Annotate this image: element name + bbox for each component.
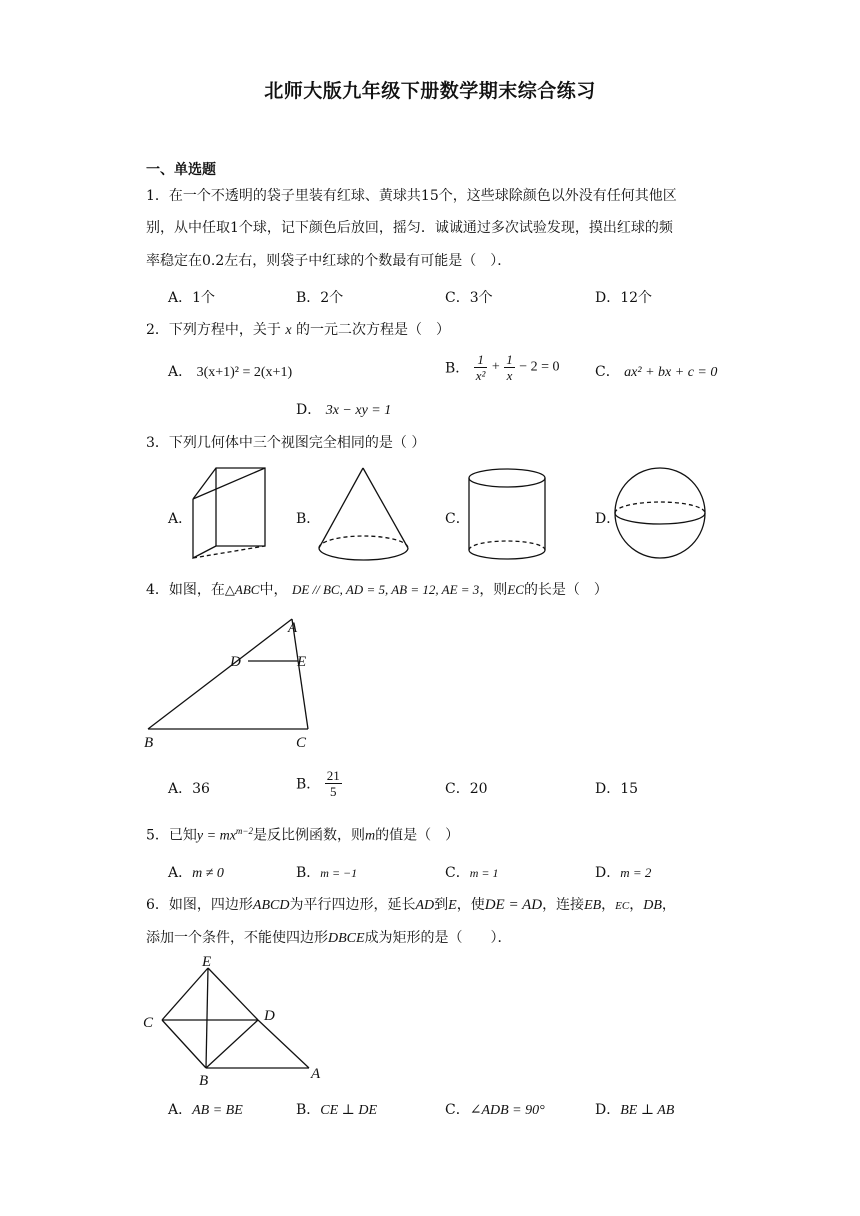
- q6-l1-b: 为平行四边形，延长: [289, 897, 416, 913]
- q4-option-b-label: B．: [296, 776, 321, 793]
- q6-l2-a: 添加一个条件，不能使四边形: [146, 930, 328, 946]
- prism-figure: [186, 466, 276, 566]
- q1-option-a: A．1个: [168, 290, 216, 306]
- quadrilateral-figure: [140, 950, 340, 1090]
- q4-option-a: A．36: [168, 781, 210, 797]
- q6-label-b: B: [199, 1073, 209, 1089]
- q6-l1-ad: AD: [415, 898, 435, 913]
- q6-l1-a: 6．如图，四边形: [146, 897, 253, 913]
- q6-d-expr: BE ⊥ AB: [620, 1103, 675, 1118]
- q5-d-expr: m = 2: [620, 865, 652, 880]
- q6-b-label: B．: [296, 1102, 321, 1118]
- q4-stem-then: ，则: [479, 582, 508, 598]
- q1-option-d: D．12个: [595, 290, 653, 306]
- q2-option-b-frac2: [504, 352, 515, 383]
- q1-line1: 1．在一个不透明的袋子里装有红球、黄球共15个，这些球除颜色以外没有任何其他区: [146, 188, 677, 204]
- q6-l1-e: E: [448, 898, 457, 913]
- q6-option-d: [595, 1099, 674, 1119]
- q6-l1-eb: EB: [584, 898, 602, 913]
- q5-b-label: B．: [296, 865, 321, 881]
- q6-l1-c: 到: [434, 897, 449, 913]
- q2-b-num2: 1: [506, 352, 513, 367]
- q4-stem-conditions: DE // BC, AD = 5, AB = 12, AE = 3: [291, 582, 480, 597]
- q1-line2: 别，从中任取1个球，记下颜色后放回，摇匀．诚诚通过多次试验发现，摸出红球的频: [146, 220, 673, 236]
- q6-c-label: C．: [445, 1102, 470, 1118]
- q4-stem-ec: EC: [507, 582, 524, 597]
- q5-option-a: [168, 862, 224, 882]
- q5-b-expr: m = −1: [320, 866, 358, 880]
- cone-figure: [316, 466, 416, 566]
- q6-l1-db: DB: [643, 898, 662, 913]
- q2-stem-var: x: [285, 323, 292, 338]
- q6-label-a: A: [311, 1066, 321, 1082]
- q4-b-den: 5: [330, 784, 337, 799]
- q5-option-c: [445, 862, 498, 882]
- triangle-abc-figure: [140, 614, 340, 754]
- q4-stem-prefix: 4．如图，在: [146, 582, 225, 598]
- q4-label-e: E: [297, 654, 307, 670]
- q4-label-c: C: [296, 735, 307, 751]
- q3-stem: 3．下列几何体中三个视图完全相同的是（ ）: [146, 435, 426, 451]
- q6-c-expr: ∠ADB = 90°: [469, 1103, 545, 1118]
- q5-c-expr: m = 1: [469, 866, 499, 880]
- q5-option-d: [595, 862, 651, 882]
- q2-stem: [146, 320, 450, 341]
- q4-stem-suffix: 的长是（ ）: [523, 582, 608, 598]
- q5-a-label: A．: [168, 865, 193, 881]
- q6-l2-b: 成为矩形的是（ ）．: [364, 930, 512, 946]
- q6-line1: 6．如图，四边形ABCD为平行四边形，延长AD到E，使DE = AD，连接EB，EC，DB，: [146, 897, 676, 913]
- q5-stem-mid: 是反比例函数，则: [253, 827, 365, 844]
- q4-b-num: 21: [326, 768, 340, 783]
- q6-label-c: C: [143, 1015, 154, 1031]
- q4-label-a: A: [288, 620, 298, 636]
- q2-option-c: [595, 361, 717, 381]
- sphere-figure: [610, 466, 710, 566]
- q2-b-plus: +: [491, 359, 500, 375]
- q6-l1-d: ，使: [456, 897, 485, 913]
- q6-option-a: [168, 1099, 243, 1119]
- q2-stem-prefix: 2．下列方程中，关于: [146, 322, 281, 338]
- q4-stem-mid: 中，: [259, 582, 288, 598]
- q5-stem-prefix: 5．已知: [146, 827, 197, 844]
- q5-d-label: D．: [595, 865, 621, 881]
- q6-line2: [146, 928, 512, 949]
- q5-stem-m: m: [365, 828, 376, 844]
- q6-option-c: [445, 1099, 545, 1119]
- q6-l1-eq: DE = AD: [484, 897, 543, 913]
- q3-option-c: C．: [445, 511, 470, 527]
- q5-a-expr: m ≠ 0: [192, 866, 224, 881]
- q4-stem: [146, 580, 608, 600]
- q2-b-den2: x: [506, 368, 513, 383]
- q6-a-expr: AB = BE: [192, 1103, 243, 1118]
- page-title: 北师大版九年级下册数学期末综合练习: [264, 80, 596, 102]
- q5-stem-exponent: m−2: [235, 826, 253, 836]
- q2-b-den1: x²: [475, 368, 486, 383]
- q2-option-d: [296, 399, 391, 419]
- q1-option-c: C．3个: [445, 290, 493, 306]
- q4-stem-triangle: △ABC: [224, 582, 260, 597]
- q6-d-label: D．: [595, 1102, 621, 1118]
- cylinder-figure: [466, 466, 556, 566]
- q4-option-d: D．15: [595, 781, 639, 797]
- q5-c-label: C．: [445, 865, 470, 881]
- q2-option-b-label: B．: [445, 360, 470, 377]
- q1-line3: 率稳定在0.2左右，则袋子中红球的个数最有可能是（ ）．: [146, 253, 512, 269]
- q4-label-b: B: [144, 735, 154, 751]
- q6-l1-e2: ，连接: [542, 897, 585, 913]
- q2-option-b-frac1: [474, 352, 488, 383]
- q6-l1-ec: EC: [615, 900, 630, 912]
- q4-option-c: C．20: [445, 781, 488, 797]
- q3-option-d: D．: [595, 511, 621, 527]
- q2-option-c-label: C．: [595, 364, 620, 380]
- q5-stem: [146, 821, 459, 847]
- q6-a-label: A．: [168, 1102, 193, 1118]
- q5-stem-expr: y = mx: [196, 828, 236, 844]
- q5-option-b: [296, 862, 357, 882]
- q2-option-b: [445, 352, 559, 383]
- section-heading: 一、单选题: [146, 162, 216, 178]
- q3-option-a: A．: [168, 511, 193, 527]
- q4-option-b-frac: [325, 768, 342, 799]
- q6-b-expr: CE ⊥ DE: [320, 1103, 378, 1118]
- q6-label-e: E: [202, 954, 212, 970]
- q2-option-d-label: D．: [296, 402, 322, 418]
- q2-option-c-expr: ax² + bx + c = 0: [624, 365, 718, 380]
- q4-option-b: [296, 768, 342, 799]
- q2-option-d-expr: 3x − xy = 1: [325, 403, 392, 418]
- q5-stem-suffix: 的值是（ ）: [375, 827, 460, 844]
- q4-label-d: D: [230, 654, 241, 670]
- q3-option-b: B．: [296, 511, 321, 527]
- q2-option-a-label: A．: [168, 364, 193, 380]
- q2-b-tail: − 2 = 0: [519, 359, 560, 375]
- q6-option-b: [296, 1099, 377, 1119]
- q1-option-b: B．2个: [296, 290, 344, 306]
- q2-b-num1: 1: [474, 352, 488, 368]
- q2-option-a: [168, 361, 292, 381]
- q6-label-d: D: [264, 1008, 275, 1024]
- q6-l1-abcd: ABCD: [252, 898, 290, 913]
- q6-l2-dbce: DBCE: [328, 931, 365, 946]
- q2-option-a-expr: 3(x+1)² = 2(x+1): [196, 365, 293, 380]
- q2-stem-suffix: 的一元二次方程是（ ）: [296, 322, 451, 338]
